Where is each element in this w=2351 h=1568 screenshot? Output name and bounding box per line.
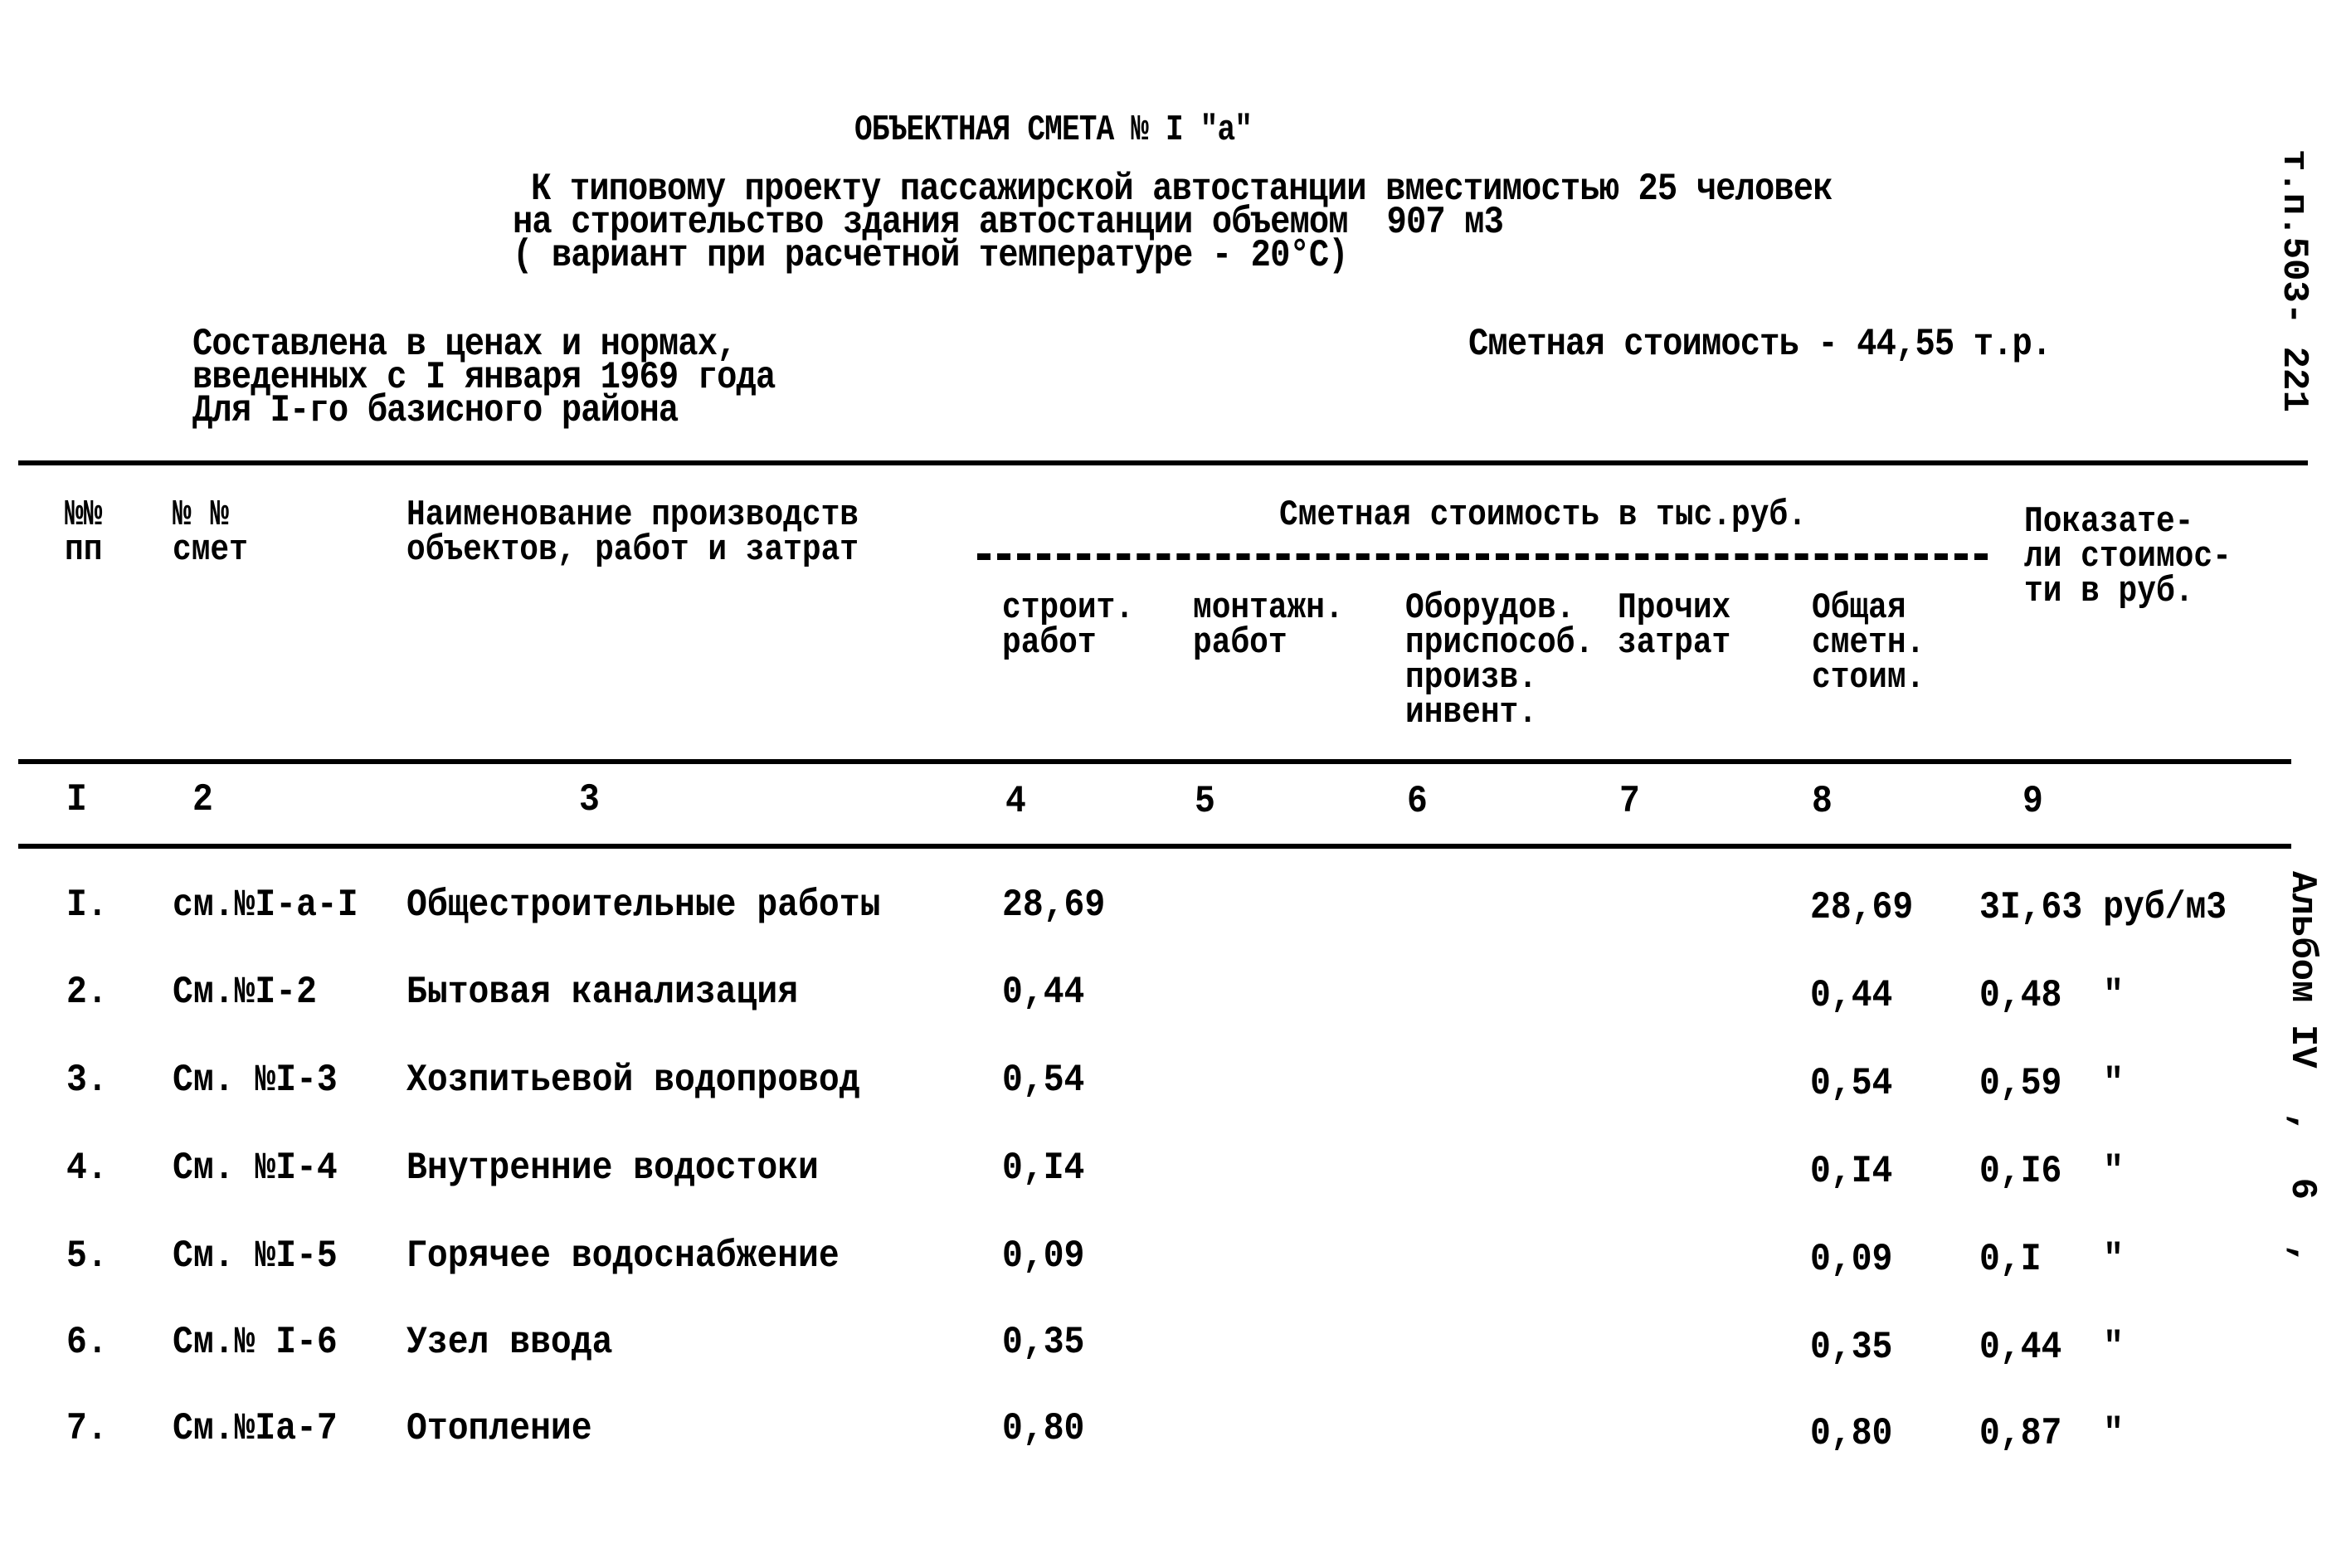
row-number: I. <box>66 884 108 927</box>
column-number-1: I <box>66 778 87 821</box>
header-col1 <box>65 494 103 571</box>
row-build-cost: 0,44 <box>1002 971 1085 1014</box>
row-smeta-ref: См. №I-4 <box>173 1147 338 1190</box>
row-number: 7. <box>66 1407 108 1450</box>
row-indicator: 0,87 " <box>1979 1412 2124 1455</box>
prices-note-line-2: введенных с I января 1969 года <box>192 356 776 399</box>
column-numbers-bottom-rule <box>18 844 2291 849</box>
row-build-cost: 0,80 <box>1002 1407 1085 1450</box>
row-number: 5. <box>66 1234 108 1278</box>
row-indicator: 0,I6 " <box>1979 1150 2124 1193</box>
row-number: 4. <box>66 1147 108 1190</box>
row-build-cost: 0,35 <box>1002 1321 1085 1364</box>
prices-note-line-1: Составлена в ценах и нормах, <box>192 323 737 366</box>
header-col2 <box>173 494 248 571</box>
header-col4-line1: строит. <box>1002 587 1134 629</box>
row-total-cost: 0,I4 <box>1810 1150 1893 1193</box>
header-col2-line1: № № <box>173 494 230 536</box>
column-number-2: 2 <box>192 778 213 821</box>
header-col9 <box>2024 501 2232 612</box>
column-number-7: 7 <box>1619 780 1640 823</box>
column-number-4: 4 <box>1005 780 1026 823</box>
header-col7-line2: затрат <box>1618 622 1731 664</box>
prices-note-line-3: Для I-го базисного района <box>192 389 679 432</box>
row-smeta-ref: См. №I-3 <box>173 1059 338 1102</box>
column-number-8: 8 <box>1812 780 1833 823</box>
row-name: Горячее водоснабжение <box>406 1234 840 1278</box>
row-smeta-ref: См.№I-2 <box>173 971 317 1014</box>
row-name: Отопление <box>406 1407 592 1450</box>
header-col6-line3: произв. <box>1405 657 1537 699</box>
header-col8-line1: Общая <box>1812 587 1906 629</box>
row-number: 2. <box>66 971 108 1014</box>
row-smeta-ref: см.№I-а-I <box>173 884 358 927</box>
column-number-9: 9 <box>2022 780 2043 823</box>
column-numbers-top-rule <box>18 759 2291 764</box>
header-col6-line2: приспособ. <box>1405 622 1594 664</box>
header-col3-line2: объектов, работ и затрат <box>406 529 859 571</box>
header-col9-line1: Показате- <box>2024 501 2194 543</box>
row-total-cost: 0,35 <box>1810 1326 1893 1369</box>
column-number-5: 5 <box>1195 780 1215 823</box>
column-number-6: 6 <box>1407 780 1428 823</box>
row-total-cost: 28,69 <box>1810 886 1914 929</box>
row-indicator: 3I,63 руб/м3 <box>1979 886 2227 929</box>
header-col9-line2: ли стоимос- <box>2024 536 2232 577</box>
row-total-cost: 0,80 <box>1810 1412 1893 1455</box>
row-name: Общестроительные работы <box>406 884 881 927</box>
subtitle-line-2: на строительство здания автостанции объемом 907 м3 <box>513 201 1504 244</box>
subtitle-line-1: К типовому проекту пассажирской автостанции вместимостью 25 человек <box>531 168 1833 211</box>
row-total-cost: 0,44 <box>1810 974 1893 1017</box>
row-indicator: 0,I " <box>1979 1238 2124 1281</box>
header-col5 <box>1193 587 1344 664</box>
row-name: Хозпитьевой водопровод <box>406 1059 860 1102</box>
header-col1-line1: №№ <box>65 494 103 536</box>
header-cost-group: Сметная стоимость в тыс.руб. <box>1279 494 1807 536</box>
row-build-cost: 28,69 <box>1002 884 1106 927</box>
row-smeta-ref: См. №I-5 <box>173 1234 338 1278</box>
row-name: Бытовая канализация <box>406 971 799 1014</box>
row-indicator: 0,48 " <box>1979 974 2124 1017</box>
header-col4 <box>1002 587 1134 664</box>
header-col6-line1: Оборудов. <box>1405 587 1575 629</box>
document-title: ОБЪЕКТНАЯ СМЕТА № I "а" <box>854 110 1253 151</box>
row-number: 3. <box>66 1059 108 1102</box>
row-build-cost: 0,54 <box>1002 1059 1085 1102</box>
header-col4-line2: работ <box>1002 622 1097 664</box>
header-col9-line3: ти в руб. <box>2024 571 2194 612</box>
row-indicator: 0,59 " <box>1979 1062 2124 1105</box>
header-col8 <box>1812 587 1925 699</box>
header-col1-line2: пп <box>65 529 103 571</box>
header-col7 <box>1618 587 1731 664</box>
row-total-cost: 0,54 <box>1810 1062 1893 1105</box>
row-smeta-ref: См.№ I-6 <box>173 1321 338 1364</box>
row-total-cost: 0,09 <box>1810 1238 1893 1281</box>
table-top-rule <box>18 460 2308 465</box>
header-col8-line2: сметн. <box>1812 622 1925 664</box>
header-col5-line1: монтажн. <box>1193 587 1344 629</box>
row-name: Узел ввода <box>406 1321 613 1364</box>
row-build-cost: 0,I4 <box>1002 1147 1085 1190</box>
column-number-3: 3 <box>579 778 600 821</box>
header-col3 <box>406 494 859 571</box>
margin-album-label: Альбом IV , 6 , <box>2281 871 2323 1266</box>
header-col2-line2: смет <box>173 529 248 571</box>
estimated-cost: Сметная стоимость - 44,55 т.р. <box>1468 323 2052 366</box>
subtitle-line-3: ( вариант при расчетной температуре - 20°С) <box>513 234 1348 277</box>
header-col3-line1: Наименование производств <box>406 494 859 536</box>
row-name: Внутренние водостоки <box>406 1147 819 1190</box>
row-build-cost: 0,09 <box>1002 1234 1085 1278</box>
header-col6-line4: инвент. <box>1405 692 1537 733</box>
header-col5-line2: работ <box>1193 622 1287 664</box>
header-col7-line1: Прочих <box>1618 587 1731 629</box>
header-group-dashed-rule <box>977 553 1988 560</box>
row-indicator: 0,44 " <box>1979 1326 2124 1369</box>
header-col8-line3: стоим. <box>1812 657 1925 699</box>
margin-project-code: т.п.503- 221 <box>2273 149 2314 412</box>
header-col6 <box>1405 587 1594 733</box>
row-smeta-ref: См.№Iа-7 <box>173 1407 338 1450</box>
row-number: 6. <box>66 1321 108 1364</box>
